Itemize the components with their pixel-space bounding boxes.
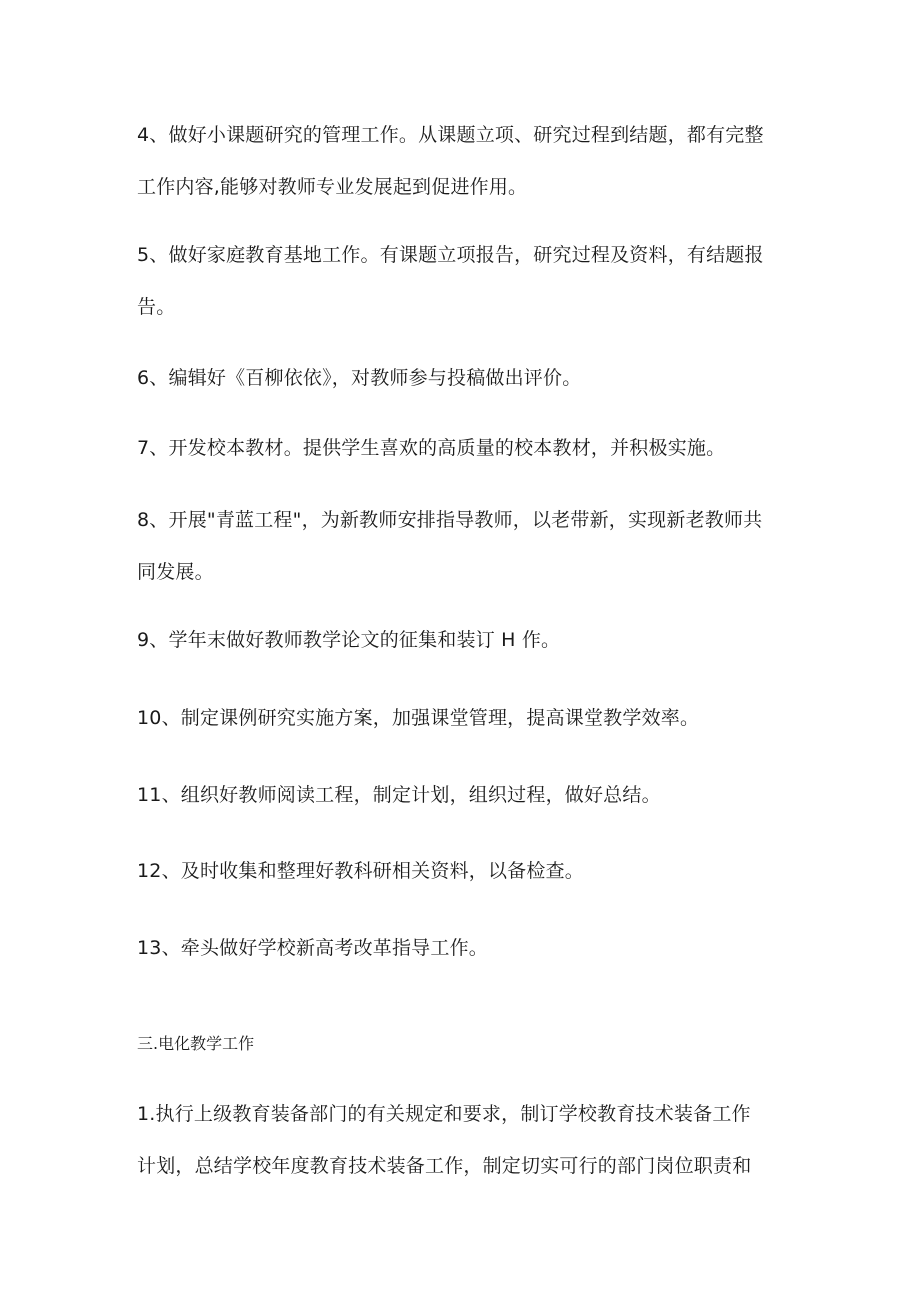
section-item-line: 1.执行上级教育装备部门的有关规定和要求，制订学校教育技术装备工作 (137, 1103, 751, 1125)
list-item-line: 工作内容,能够对教师专业发展起到促进作用。 (137, 176, 528, 198)
list-item-4 (137, 109, 797, 213)
list-item-8 (137, 494, 797, 598)
list-item-line: 8、开展"青蓝工程"，为新教师安排指导教师，以老带新，实现新老教师共 (137, 509, 763, 531)
list-item-line: 11、组织好教师阅读工程，制定计划，组织过程，做好总结。 (137, 784, 661, 806)
list-item-line: 告。 (137, 296, 176, 318)
list-item-6 (137, 352, 797, 404)
section-item-1 (137, 1088, 797, 1192)
list-item-10 (137, 692, 797, 744)
section-item-line: 计划，总结学校年度教育技术装备工作，制定切实可行的部门岗位职责和 (137, 1155, 752, 1177)
list-item-9 (137, 614, 797, 666)
list-item-12 (137, 845, 797, 897)
list-item-11 (137, 769, 797, 821)
list-item-line: 7、开发校本教材。提供学生喜欢的高质量的校本教材，并积极实施。 (137, 437, 726, 459)
list-item-line: 5、做好家庭教育基地工作。有课题立项报告，研究过程及资料，有结题报 (137, 244, 764, 266)
list-item-line: 9、学年末做好教师教学论文的征集和装订 H 作。 (137, 629, 561, 651)
list-item-7 (137, 422, 797, 474)
list-item-line: 同发展。 (137, 561, 214, 583)
list-item-13 (137, 922, 797, 974)
list-item-line: 13、牵头做好学校新高考改革指导工作。 (137, 937, 488, 959)
list-item-line: 4、做好小课题研究的管理工作。从课题立项、研究过程到结题，都有完整 (137, 124, 764, 146)
list-item-line: 6、编辑好《百柳依依》，对教师参与投稿做出评价。 (137, 367, 582, 389)
list-item-line: 12、及时收集和整理好教科研相关资料，以备检查。 (137, 860, 584, 882)
list-item-5 (137, 229, 797, 333)
section-heading: 三.电化教学工作 (137, 1034, 255, 1053)
list-item-line: 10、制定课例研究实施方案，加强课堂管理，提高课堂教学效率。 (137, 707, 700, 729)
